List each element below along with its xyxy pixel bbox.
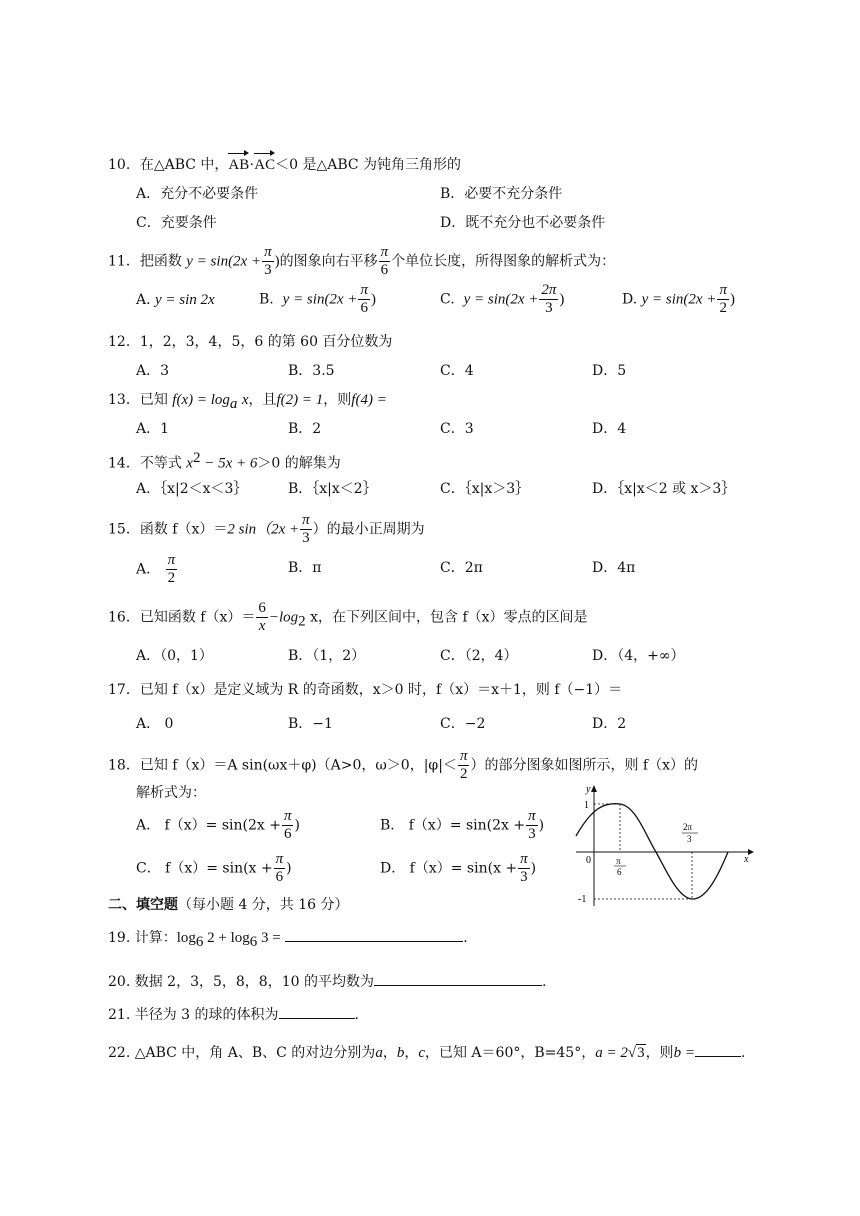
math-expression: 2 + log: [203, 930, 250, 946]
question-text: 在△ABC 中，: [139, 157, 229, 173]
option-label: B.: [259, 291, 274, 308]
denominator: 6: [275, 869, 284, 885]
denominator: 3: [545, 300, 553, 316]
math-expression: f(x) = log: [172, 392, 230, 408]
question-number: 13．: [108, 392, 140, 408]
comma: ，: [382, 1045, 397, 1061]
option-d: [380, 851, 536, 886]
paren: ): [538, 817, 545, 834]
fraction: [166, 552, 178, 587]
option-d: D．既不充分也不必要条件: [440, 215, 606, 231]
question-text: 已知 f（x）＝A sin(ωx＋φ)（A>0，ω＞0，|φ|＜: [139, 757, 457, 774]
question-text: ，则: [323, 392, 352, 408]
option-a: [136, 808, 300, 843]
question-text: 把函数: [139, 253, 182, 270]
paren: ): [286, 860, 292, 877]
fraction: [526, 808, 538, 843]
x-axis-label: x: [744, 854, 749, 865]
period: .: [354, 1007, 359, 1023]
option-a: [136, 552, 178, 587]
question-text: x，在下列区间中，包含 f（x）零点的区间是: [305, 609, 588, 626]
origin-label: 0: [586, 855, 591, 866]
section-note: （每小题 4 分，共 16 分）: [178, 897, 349, 913]
y-axis-label: y: [586, 784, 591, 795]
question-number: 19.: [108, 930, 131, 946]
option-b: B．−1: [288, 716, 333, 732]
fraction: [282, 808, 294, 843]
answer-blank[interactable]: [279, 1018, 355, 1019]
option-d: [622, 282, 735, 317]
denominator: 3: [264, 262, 272, 278]
period: .: [541, 974, 547, 990]
question-number: 15．: [108, 521, 140, 538]
numerator: π: [520, 851, 528, 867]
y-axis-arrow-icon: [591, 785, 597, 792]
math-variable: a: [375, 1045, 383, 1061]
numerator: π: [275, 851, 284, 867]
question-text: ）的部分图象如图所示，则 f（x）的: [470, 757, 698, 774]
fraction: [358, 282, 370, 317]
section-2-header: [108, 895, 349, 915]
option-b: B．（1，2）: [288, 648, 366, 664]
question-text: 不等式: [139, 455, 182, 472]
math-expression: a = 2: [595, 1045, 628, 1061]
section-title: 二、填空题: [108, 897, 178, 913]
question-10: [108, 155, 461, 175]
paren: ): [370, 291, 376, 308]
option-c: C．4: [440, 363, 474, 379]
numerator: π: [459, 748, 468, 764]
option-c: C．−2: [440, 716, 486, 732]
question-text: 22. △ABC 中，角 A、B、C 的对边分别为: [108, 1045, 376, 1061]
question-text: ）的最小正周期为: [312, 521, 425, 538]
denominator: 6: [283, 826, 292, 842]
math-expression: y = sin(2x +: [282, 291, 358, 308]
option-c: C．（2，4）: [440, 648, 518, 664]
vector-ac: AC: [254, 157, 276, 173]
question-text: 21. 半径为 3 的球的体积为: [108, 1007, 279, 1023]
math-variable: x: [186, 455, 193, 472]
option-a: A． 0: [136, 716, 174, 732]
numerator: π: [360, 282, 368, 298]
subscript: 6: [195, 933, 204, 950]
math-expression: f(4) =: [351, 392, 387, 408]
math-expression: log: [176, 930, 196, 946]
option-expression: D． f（x）= sin(x +: [380, 860, 518, 877]
question-text: ，且: [248, 392, 277, 408]
subscript: 6: [249, 933, 258, 950]
denominator: 3: [302, 530, 310, 546]
option-c: [136, 851, 292, 886]
math-expression: y = sin 2x: [155, 292, 215, 308]
answer-blank[interactable]: [285, 941, 463, 942]
question-11: [108, 244, 615, 279]
question-text: 已知函数 f（x）＝: [139, 609, 256, 626]
option-d: D．｛x|x＜2 或 x＞3｝: [592, 481, 736, 497]
sine-graph: [570, 780, 755, 910]
option-a: A．1: [136, 421, 170, 437]
question-text: ＞0 的解集为: [257, 455, 341, 472]
option-c: C．3: [440, 421, 474, 437]
option-expression: B． f（x）= sin(2x +: [380, 817, 526, 834]
tick-label-1: 1: [584, 800, 589, 811]
subscript: 2: [298, 613, 306, 630]
math-expression: −log: [268, 609, 299, 626]
option-c: C．2π: [440, 560, 483, 576]
math-expression: f(2) = 1: [276, 392, 324, 408]
question-16: [108, 600, 588, 635]
question-19: [108, 928, 468, 952]
radicand: 3: [637, 1045, 645, 1061]
numerator: π: [167, 552, 176, 568]
denominator: 2: [719, 300, 727, 316]
denominator: 2: [167, 570, 176, 586]
math-expression: y = sin(2x +: [641, 291, 717, 308]
option-expression: C． f（x）= sin(x +: [136, 860, 273, 877]
numerator: 6: [258, 600, 266, 616]
option-b: [259, 282, 376, 317]
question-18-continued: 解析式为：: [136, 785, 206, 801]
numerator: π: [528, 808, 536, 824]
denominator: 3: [528, 826, 536, 842]
numerator: π: [283, 808, 292, 824]
numerator: π: [264, 244, 272, 260]
math-variable: c: [418, 1045, 425, 1061]
option-d: D．4π: [592, 560, 636, 576]
option-b: [380, 808, 544, 843]
option-c: [440, 282, 564, 317]
question-number: 10．: [108, 157, 140, 173]
option-a: A．3: [136, 363, 170, 379]
fraction: [274, 851, 286, 886]
fraction: [539, 282, 558, 317]
math-expression: 3 =: [257, 930, 281, 946]
option-d: D．2: [592, 716, 627, 732]
tick-label-neg-1: -1: [578, 894, 587, 905]
tick-pi-numerator: π: [616, 856, 621, 866]
question-text: ＜0 是△ABC 为钝角三角形的: [275, 157, 462, 173]
paren: ): [274, 253, 280, 270]
fraction: [262, 244, 274, 279]
superscript: 2: [192, 450, 201, 466]
math-variable: x: [241, 392, 249, 408]
numerator: 2π: [541, 282, 557, 298]
sine-curve: [576, 804, 728, 899]
paren: ): [530, 860, 537, 877]
option-expression: A． f（x）= sin(2x +: [136, 817, 281, 834]
denominator: 2: [459, 766, 468, 782]
vector-ab: AB: [228, 157, 250, 173]
question-number: 16．: [108, 609, 140, 626]
option-c: C．充要条件: [136, 215, 217, 231]
tick-2pi-numerator: 2π: [683, 822, 693, 832]
fraction: [256, 600, 268, 635]
dot-operator: ·: [249, 157, 255, 173]
question-12: 12．1，2，3，4，5，6 的第 60 百分位数为: [108, 334, 393, 350]
question-number: 18．: [108, 757, 140, 774]
paren: ): [729, 291, 735, 308]
option-label: C.: [440, 291, 455, 308]
numerator: π: [719, 282, 727, 298]
tick-pi-denominator: 6: [617, 867, 622, 877]
paren: ): [559, 291, 565, 308]
question-text: ，则: [645, 1045, 674, 1061]
option-d: D．5: [592, 363, 627, 379]
period: .: [463, 930, 468, 946]
answer-blank[interactable]: [695, 1056, 741, 1057]
option-d: D．（4，+∞）: [592, 648, 685, 664]
question-13: [108, 390, 387, 414]
fraction: [518, 851, 530, 886]
question-20: [108, 972, 546, 992]
question-number: 14．: [108, 455, 140, 472]
math-expression: y = sin(2x +: [463, 291, 539, 308]
fraction: [379, 244, 391, 279]
subscript: a: [229, 395, 238, 412]
numerator: π: [380, 244, 389, 260]
question-text: ，已知 A＝60°，B=45°，: [424, 1045, 596, 1061]
math-expression: b =: [673, 1045, 695, 1061]
question-15: [108, 512, 425, 547]
question-text: 已知: [139, 392, 168, 408]
denominator: 6: [380, 262, 389, 278]
math-expression: − 5x + 6: [200, 455, 258, 472]
fraction: [458, 748, 470, 783]
question-18: [108, 748, 698, 783]
question-text: 个单位长度，所得图象的解析式为：: [391, 253, 616, 270]
question-22: 22. △ABC 中，角 A、B、C 的对边分别为a，b，c，已知 A＝60°，B=45°，a = 2√3，则b = .: [108, 1045, 746, 1061]
question-14: [108, 448, 341, 474]
option-label: D.: [622, 291, 638, 308]
question-text: 函数 f（x）＝: [139, 521, 228, 538]
math-variable: b: [396, 1045, 405, 1061]
math-expression: 2 sin（2x +: [227, 521, 300, 538]
option-label: A.: [136, 292, 151, 308]
option-a: A．充分不必要条件: [136, 186, 259, 202]
option-a: A．（0，1）: [136, 648, 213, 664]
question-text: 20. 数据 2，3，5，8，8，10 的平均数为: [108, 974, 374, 990]
option-a: A．｛x|2＜x＜3｝: [136, 481, 248, 497]
question-number: 11．: [108, 253, 140, 270]
option-label: A．: [136, 561, 161, 578]
comma: ，: [404, 1045, 419, 1061]
option-b: B．3.5: [288, 363, 335, 379]
fraction: [717, 282, 729, 317]
math-expression: y = sin(2x +: [186, 253, 262, 270]
option-b: B．｛x|x＜2｝: [288, 481, 377, 497]
option-b: B．必要不充分条件: [440, 186, 563, 202]
question-21: [108, 1005, 359, 1025]
question-text: 计算：: [134, 930, 177, 946]
option-b: B．2: [288, 421, 322, 437]
option-c: C．｛x|x＞3｝: [440, 481, 530, 497]
numerator: π: [302, 512, 310, 528]
question-text: 的图象向右平移: [279, 253, 378, 270]
denominator: x: [258, 618, 266, 634]
fraction: [300, 512, 312, 547]
option-d: D．4: [592, 421, 627, 437]
option-a: [136, 290, 215, 310]
answer-blank[interactable]: [374, 985, 542, 986]
period: .: [740, 1045, 746, 1061]
paren: ): [294, 817, 300, 834]
x-axis-arrow-icon: [748, 849, 754, 855]
option-b: B．π: [288, 560, 322, 576]
denominator: 3: [520, 869, 528, 885]
tick-2pi-denominator: 3: [687, 834, 692, 844]
question-17: 17．已知 f（x）是定义域为 R 的奇函数，x＞0 时，f（x）＝x＋1，则 f（−1）＝: [108, 682, 623, 698]
denominator: 6: [360, 300, 368, 316]
